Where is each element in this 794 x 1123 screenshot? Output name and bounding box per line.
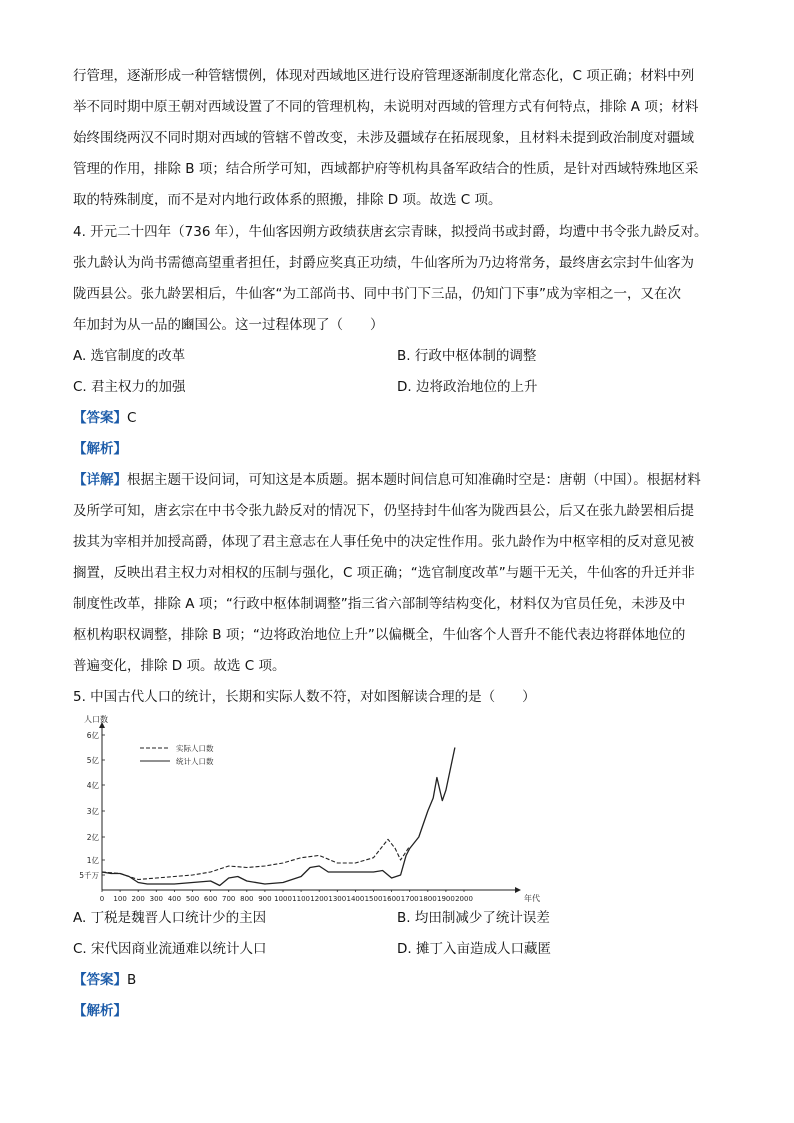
x-tick-label: 1000 xyxy=(274,895,292,903)
x-tick-label: 700 xyxy=(222,895,236,903)
question-stem: 4. 开元二十四年（736 年），牛仙客因朔方政绩获唐玄宗青睐，拟授尚书或封爵，均遭中书令张九龄反对。 xyxy=(73,224,708,240)
option-d: D. 摊丁入亩造成人口藏匿 xyxy=(397,941,551,957)
answer-value: B xyxy=(127,972,137,988)
detail-tag: 【详解】 xyxy=(73,472,127,488)
detail-text: 枢机构职权调整，排除 B 项；“边将政治地位上升”以偏概全，牛仙客个人晋升不能代表边将群体地位的 xyxy=(73,627,686,643)
option-a: A. 选官制度的改革 xyxy=(73,348,186,364)
detail-text: 制度性改革，排除 A 项；“行政中枢体制调整”指三省六部制等结构变化，材料仅为官员任免，未涉及中 xyxy=(73,596,686,612)
text-line: 管理的作用，排除 B 项；结合所学可知，西域都护府等机构具备军政结合的性质，是针对西域特殊地区采 xyxy=(73,161,699,177)
detail-line xyxy=(73,474,701,488)
answer-line xyxy=(73,974,136,988)
x-tick-label: 800 xyxy=(240,895,254,903)
chart-axes xyxy=(84,714,540,903)
analysis-line xyxy=(73,1005,127,1019)
x-tick-label: 1600 xyxy=(382,895,401,903)
detail-text: 及所学可知，唐玄宗在中书令张九龄反对的情况下，仍坚持封牛仙客为陇西县公，后又在张九龄罢相后提 xyxy=(73,503,694,519)
legend-label: 统计人口数 xyxy=(176,757,214,766)
x-tick-label: 900 xyxy=(258,895,272,903)
answer-value: C xyxy=(127,410,137,426)
y-tick-label: 3亿 xyxy=(86,807,99,816)
detail-text: 搁置，反映出君主权力对相权的压制与强化，C 项正确；“选官制度改革”与题干无关，牛仙客的升迁并非 xyxy=(73,565,695,581)
x-axis-title: 年代 xyxy=(524,894,540,903)
x-axis-arrow xyxy=(515,887,521,893)
x-tick-label: 1500 xyxy=(364,895,383,903)
question-stem: 张九龄认为尚书需德高望重者担任，封爵应奖真正功绩，牛仙客所为乃边将常务，最终唐玄宗封牛仙客为 xyxy=(73,255,694,271)
chart-series xyxy=(102,748,455,886)
y-tick-label: 2亿 xyxy=(86,833,99,842)
y-axis-title: 人口数 xyxy=(84,715,108,724)
x-tick-label: 300 xyxy=(149,895,163,903)
y-tick-label: 5亿 xyxy=(86,756,99,765)
x-tick-label: 400 xyxy=(167,895,182,903)
x-tick-label: 1200 xyxy=(310,895,329,903)
population-chart xyxy=(72,712,542,904)
analysis-tag: 【解析】 xyxy=(73,1003,127,1019)
y-tick-label: 1亿 xyxy=(86,856,99,865)
y-tick-label: 5千万 xyxy=(79,871,99,880)
text-line: 行管理，逐渐形成一种管辖惯例，体现对西域地区进行设府管理逐渐制度化常态化，C 项正确；材料中列 xyxy=(73,68,695,84)
x-tick-label: 500 xyxy=(185,895,200,903)
option-a: A. 丁税是魏晋人口统计少的主因 xyxy=(73,910,267,926)
chart-legend xyxy=(140,743,214,766)
option-b: B. 均田制减少了统计误差 xyxy=(397,910,550,926)
question-stem: 陇西县公。张九龄罢相后，牛仙客“为工部尚书、同中书门下三品，仍知门下事”成为宰相之一，又在次 xyxy=(73,286,681,302)
detail-text: 根据主题干设问词，可知这是本质题。据本题时间信息可知准确时空是：唐朝（中国）。根据材料 xyxy=(127,472,701,488)
detail-text: 拔其为宰相并加授高爵，体现了君主意志在人事任免中的决定性作用。张九龄作为中枢宰相的反对意见被 xyxy=(73,534,694,550)
x-tick-label: 0 xyxy=(99,895,105,903)
x-tick-label: 2000 xyxy=(455,895,473,903)
answer-line xyxy=(73,412,136,426)
text-line: 举不同时期中原王朝对西域设置了不同的管理机构，未说明对西域的管理方式有何特点，排除 A 项；材料 xyxy=(73,99,699,115)
x-tick-label: 1800 xyxy=(418,895,437,903)
x-tick-label: 200 xyxy=(131,895,145,903)
analysis-tag: 【解析】 xyxy=(73,441,127,457)
x-tick-label: 1300 xyxy=(328,895,347,903)
option-c: C. 君主权力的加强 xyxy=(73,379,186,395)
text-line: 始终围绕两汉不同时期对西域的管辖不曾改变，未涉及疆域存在拓展现象，且材料未提到政治制度对疆域 xyxy=(73,130,694,146)
x-tick-label: 1900 xyxy=(436,895,455,903)
detail-text: 普遍变化，排除 D 项。故选 C 项。 xyxy=(73,658,286,674)
text-line: 取的特殊制度，而不是对内地行政体系的照搬，排除 D 项。故选 C 项。 xyxy=(73,192,502,208)
x-tick-label: 1100 xyxy=(292,895,311,903)
answer-tag: 【答案】 xyxy=(73,972,127,988)
legend-label: 实际人口数 xyxy=(176,744,214,753)
y-tick-label: 6亿 xyxy=(86,731,99,740)
answer-tag: 【答案】 xyxy=(73,410,127,426)
series-line-recorded xyxy=(102,748,455,886)
x-tick-label: 600 xyxy=(203,895,218,903)
y-tick-labels xyxy=(79,730,105,880)
y-tick-label: 4亿 xyxy=(86,781,99,790)
option-c: C. 宋代因商业流通难以统计人口 xyxy=(73,941,267,957)
question-stem: 5. 中国古代人口的统计，长期和实际人数不符，对如图解读合理的是（ ） xyxy=(73,689,536,705)
series-line-actual xyxy=(102,839,410,879)
x-tick-label: 1400 xyxy=(346,895,365,903)
option-b: B. 行政中枢体制的调整 xyxy=(397,348,537,364)
option-d: D. 边将政治地位的上升 xyxy=(397,379,538,395)
x-tick-labels xyxy=(100,890,473,903)
x-tick-label: 1700 xyxy=(400,895,419,903)
analysis-line xyxy=(73,443,127,457)
question-stem: 年加封为从一品的豳国公。这一过程体现了（ ） xyxy=(73,317,384,333)
x-tick-label: 100 xyxy=(113,895,127,903)
